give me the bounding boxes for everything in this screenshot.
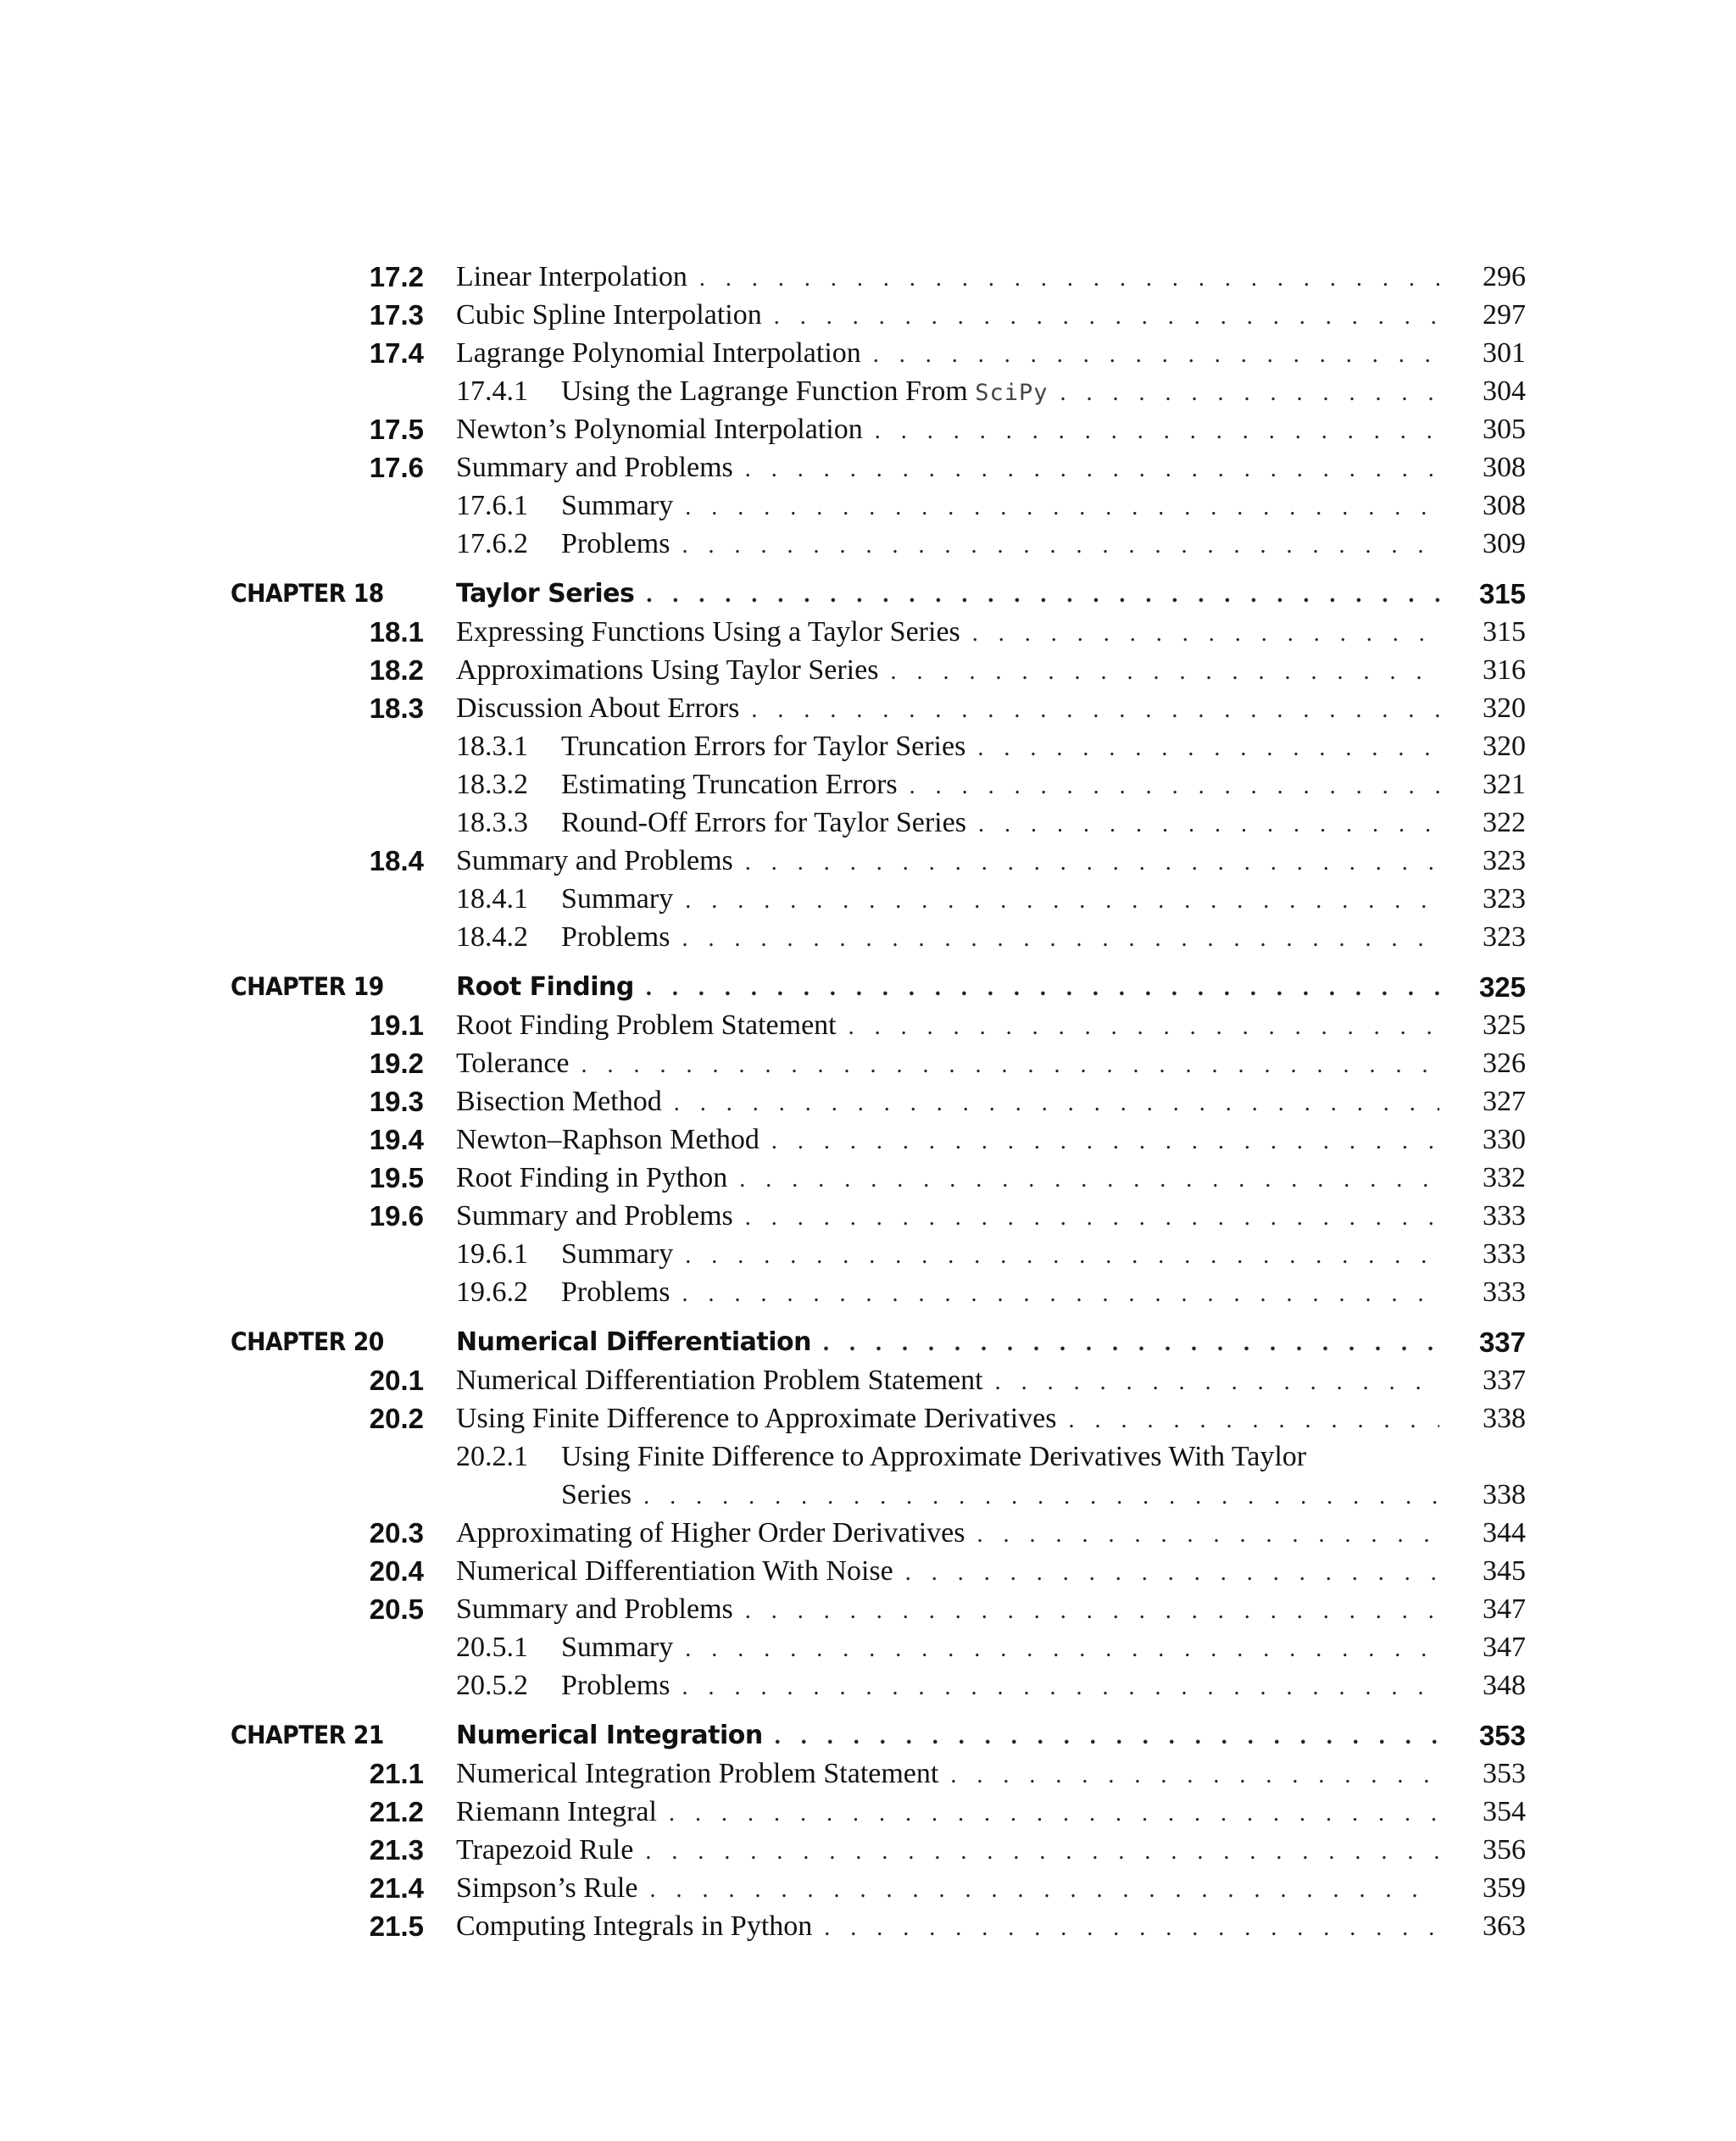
subsection-title-text: Using the Lagrange Function From [561,375,968,407]
section-number: 21.3 [369,1834,424,1866]
page-number: 338 [1483,1403,1526,1434]
section-title: Tolerance [456,1044,581,1082]
section-number: 19.5 [369,1162,424,1193]
page-number: 356 [1483,1834,1526,1866]
page-number: 325 [1483,1009,1526,1041]
section-number: 19.2 [369,1048,424,1079]
dot-leader [972,614,1439,653]
subsection-title: Summary [561,880,685,918]
dot-leader [685,1237,1439,1275]
dot-leader [669,1794,1439,1832]
toc-entry-19-5[interactable] [0,1159,1736,1197]
page-number: 363 [1483,1910,1526,1942]
page-number: 315 [1483,616,1526,648]
section-title: Trapezoid Rule [456,1831,645,1869]
dot-leader [745,1592,1439,1630]
dot-leader [890,653,1439,691]
page-number: 333 [1483,1200,1526,1232]
subsection-title-line-1: Using Finite Difference to Approximate Derivatives With Taylor [561,1441,1307,1472]
page-number: 320 [1483,692,1526,724]
section-number: 21.5 [369,1910,424,1942]
toc-entry-19-4[interactable] [0,1121,1736,1159]
section-title: Bisection Method [456,1082,674,1121]
page-number: 309 [1483,528,1526,559]
section-title: Discussion About Errors [456,689,751,727]
subsection-title: Summary [561,1628,685,1666]
dot-leader [977,1515,1440,1554]
toc-entry-20-5-1[interactable] [0,1628,1736,1666]
section-title: Simpson’s Rule [456,1869,649,1907]
dot-leader [649,1871,1439,1909]
section-title: Expressing Functions Using a Taylor Series [456,613,972,651]
dot-leader [873,336,1439,374]
section-title: Summary and Problems [456,1197,745,1235]
page-number: 338 [1483,1479,1526,1510]
dot-leader [1068,1401,1439,1439]
toc-chapter-21[interactable] [0,1716,1736,1755]
subsection-title: Problems [561,1273,682,1311]
page-number: 297 [1483,299,1526,331]
toc-entry-18-3-2[interactable] [0,765,1736,804]
page-number: 332 [1483,1162,1526,1193]
section-number: 20.1 [369,1365,424,1396]
page-number: 344 [1483,1517,1526,1549]
section-title: Summary and Problems [456,1590,745,1628]
section-number: 18.1 [369,616,424,648]
page-number: 327 [1483,1086,1526,1117]
toc-chapter-19[interactable] [0,968,1736,1006]
toc-entry-19-6[interactable] [0,1197,1736,1235]
toc-entry-21-1[interactable] [0,1755,1736,1793]
toc-entry-20-3[interactable] [0,1514,1736,1552]
subsection-number: 18.4.2 [456,921,528,953]
page-number: 323 [1483,921,1526,953]
dot-leader [751,691,1439,729]
section-number: 20.3 [369,1517,424,1549]
toc-entry-20-2-1[interactable] [0,1438,1736,1476]
subsection-number: 18.3.3 [456,807,528,838]
page-number: 347 [1483,1593,1526,1625]
section-number: 17.3 [369,299,424,331]
section-title: Root Finding Problem Statement [456,1006,849,1044]
toc-entry-18-2[interactable] [0,651,1736,689]
section-number: 17.4 [369,337,424,369]
chapter-title: Numerical Integration [456,1716,775,1755]
subsection-number: 20.5.2 [456,1670,528,1701]
section-title: Computing Integrals in Python [456,1907,824,1945]
page-number: 316 [1483,654,1526,686]
toc-entry-18-3-1[interactable] [0,727,1736,765]
page-number: 347 [1483,1632,1526,1663]
section-number: 17.6 [369,452,424,483]
section-title: Approximating of Higher Order Derivatives [456,1514,977,1552]
dot-leader [682,1275,1439,1313]
dot-leader [739,1160,1439,1198]
toc-entry-17-6-1[interactable] [0,487,1736,525]
section-title: Summary and Problems [456,448,745,487]
section-number: 18.3 [369,692,424,724]
toc-entry-20-5[interactable] [0,1590,1736,1628]
toc-entry-20-4[interactable] [0,1552,1736,1590]
section-number: 20.4 [369,1555,424,1587]
dot-leader [581,1046,1439,1084]
subsection-number: 18.3.2 [456,769,528,800]
section-title: Numerical Differentiation With Noise [456,1552,905,1590]
page-number: 323 [1483,845,1526,876]
dot-leader [682,1668,1439,1706]
page-number: 333 [1483,1238,1526,1270]
dot-leader [771,1122,1439,1160]
chapter-label: CHAPTER 21 [231,1721,384,1749]
page-number: 320 [1483,731,1526,762]
subsection-title: Problems [561,525,682,563]
toc-entry-20-2-1-continued[interactable] [0,1476,1736,1514]
toc-entry-17-5[interactable] [0,410,1736,448]
toc-entry-18-1[interactable] [0,613,1736,651]
dot-leader [823,1324,1439,1362]
section-title: Newton–Raphson Method [456,1121,771,1159]
section-title: Approximations Using Taylor Series [456,651,890,689]
dot-leader [875,412,1439,450]
page-number: 305 [1483,414,1526,445]
section-title: Numerical Differentiation Problem Statement [456,1361,995,1399]
page-number: 308 [1483,452,1526,483]
dot-leader [1060,374,1439,412]
dot-leader [905,1554,1439,1592]
toc-entry-17-6[interactable] [0,448,1736,487]
section-title: Root Finding in Python [456,1159,739,1197]
section-number: 20.5 [369,1593,424,1625]
section-number: 20.2 [369,1403,424,1434]
dot-leader [685,488,1439,526]
subsection-title: Problems [561,1666,682,1704]
dot-leader [685,881,1439,920]
section-number: 21.2 [369,1796,424,1827]
subsection-number: 17.4.1 [456,375,528,407]
subsection-title: Estimating Truncation Errors [561,765,910,804]
dot-leader [950,1756,1439,1794]
toc-entry-18-4-1[interactable] [0,880,1736,918]
page-number: 315 [1478,578,1526,609]
dot-leader [646,576,1439,614]
page-number: 353 [1478,1720,1526,1751]
dot-leader [682,526,1439,564]
section-title: Cubic Spline Interpolation [456,296,774,334]
chapter-title: Taylor Series [456,575,646,613]
page-number: 308 [1483,490,1526,521]
page-number: 359 [1483,1872,1526,1904]
section-number: 17.2 [369,261,424,292]
section-title: Summary and Problems [456,842,745,880]
section-number: 19.3 [369,1086,424,1117]
subsection-title: Truncation Errors for Taylor Series [561,727,977,765]
chapter-label: CHAPTER 18 [231,579,384,608]
dot-leader [978,805,1439,843]
subsection-number: 20.2.1 [456,1441,528,1472]
dot-leader [643,1477,1439,1515]
toc-chapter-20[interactable] [0,1323,1736,1361]
toc-entry-17-4-1[interactable] [0,372,1736,410]
dot-leader [774,298,1439,336]
section-number: 17.5 [369,414,424,445]
toc-entry-21-5[interactable] [0,1907,1736,1945]
toc-entry-17-4[interactable] [0,334,1736,372]
section-title: Newton’s Polynomial Interpolation [456,410,875,448]
subsection-title [561,372,1060,412]
page-number: 330 [1483,1124,1526,1155]
toc-entry-19-2[interactable] [0,1044,1736,1082]
toc-entry-19-6-2[interactable] [0,1273,1736,1311]
section-number: 19.4 [369,1124,424,1155]
dot-leader [849,1008,1439,1046]
dot-leader [995,1363,1439,1401]
page-number: 354 [1483,1796,1526,1827]
toc-entry-18-4-2[interactable] [0,918,1736,956]
dot-leader [685,1630,1439,1668]
section-title: Linear Interpolation [456,258,699,296]
dot-leader [824,1909,1439,1947]
subsection-number: 18.4.1 [456,883,528,915]
subsection-number: 17.6.1 [456,490,528,521]
subsection-number: 17.6.2 [456,528,528,559]
toc-entry-21-4[interactable] [0,1869,1736,1907]
subsection-title: Summary [561,487,685,525]
subsection-number: 20.5.1 [456,1632,528,1663]
page-number: 337 [1483,1365,1526,1396]
page-number: 333 [1483,1276,1526,1308]
dot-leader [646,969,1439,1007]
section-number: 19.1 [369,1009,424,1041]
page-number: 326 [1483,1048,1526,1079]
toc-chapter-18[interactable] [0,575,1736,613]
page-number: 345 [1483,1555,1526,1587]
subsection-title: Problems [561,918,682,956]
dot-leader [745,1198,1439,1237]
page-number: 304 [1483,375,1526,407]
subsection-title: Summary [561,1235,685,1273]
chapter-label: CHAPTER 20 [231,1327,384,1356]
section-number: 21.1 [369,1758,424,1789]
section-title: Lagrange Polynomial Interpolation [456,334,873,372]
toc-entry-17-3[interactable] [0,296,1736,334]
page-number: 321 [1483,769,1526,800]
page-number: 323 [1483,883,1526,915]
toc-entry-21-3[interactable] [0,1831,1736,1869]
toc-entry-21-2[interactable] [0,1793,1736,1831]
section-title: Riemann Integral [456,1793,669,1831]
toc-entry-18-3[interactable] [0,689,1736,727]
section-title: Numerical Integration Problem Statement [456,1755,950,1793]
toc-entry-20-2[interactable] [0,1399,1736,1438]
section-number: 18.4 [369,845,424,876]
section-number: 19.6 [369,1200,424,1232]
page-number: 301 [1483,337,1526,369]
subsection-number: 19.6.2 [456,1276,528,1308]
dot-leader [674,1084,1439,1122]
dot-leader [645,1832,1439,1871]
toc-entry-19-3[interactable] [0,1082,1736,1121]
toc-entry-17-6-2[interactable] [0,525,1736,563]
section-title: Using Finite Difference to Approximate Derivatives [456,1399,1068,1438]
toc-entry-19-6-1[interactable] [0,1235,1736,1273]
dot-leader [977,729,1439,767]
toc-entry-17-2[interactable] [0,258,1736,296]
section-number: 18.2 [369,654,424,686]
code-text: SciPy [975,380,1049,406]
subsection-number: 18.3.1 [456,731,528,762]
toc-entry-19-1[interactable] [0,1006,1736,1044]
chapter-title: Root Finding [456,968,646,1006]
dot-leader [745,843,1439,881]
toc-entry-20-5-2[interactable] [0,1666,1736,1704]
toc-entry-20-1[interactable] [0,1361,1736,1399]
chapter-title: Numerical Differentiation [456,1323,823,1361]
dot-leader [910,767,1439,805]
dot-leader [745,450,1439,488]
subsection-number: 19.6.1 [456,1238,528,1270]
subsection-title-line-2: Series [561,1476,643,1514]
page-number: 296 [1483,261,1526,292]
subsection-title: Round-Off Errors for Taylor Series [561,804,978,842]
page-number: 353 [1483,1758,1526,1789]
chapter-label: CHAPTER 19 [231,972,384,1001]
toc-entry-18-4[interactable] [0,842,1736,880]
page-number: 322 [1483,807,1526,838]
dot-leader [775,1717,1439,1755]
section-number: 21.4 [369,1872,424,1904]
dot-leader [682,920,1439,958]
dot-leader [699,259,1439,298]
toc-entry-18-3-3[interactable] [0,804,1736,842]
page-number: 348 [1483,1670,1526,1701]
page-number: 325 [1478,971,1526,1003]
page-number: 337 [1478,1326,1526,1358]
